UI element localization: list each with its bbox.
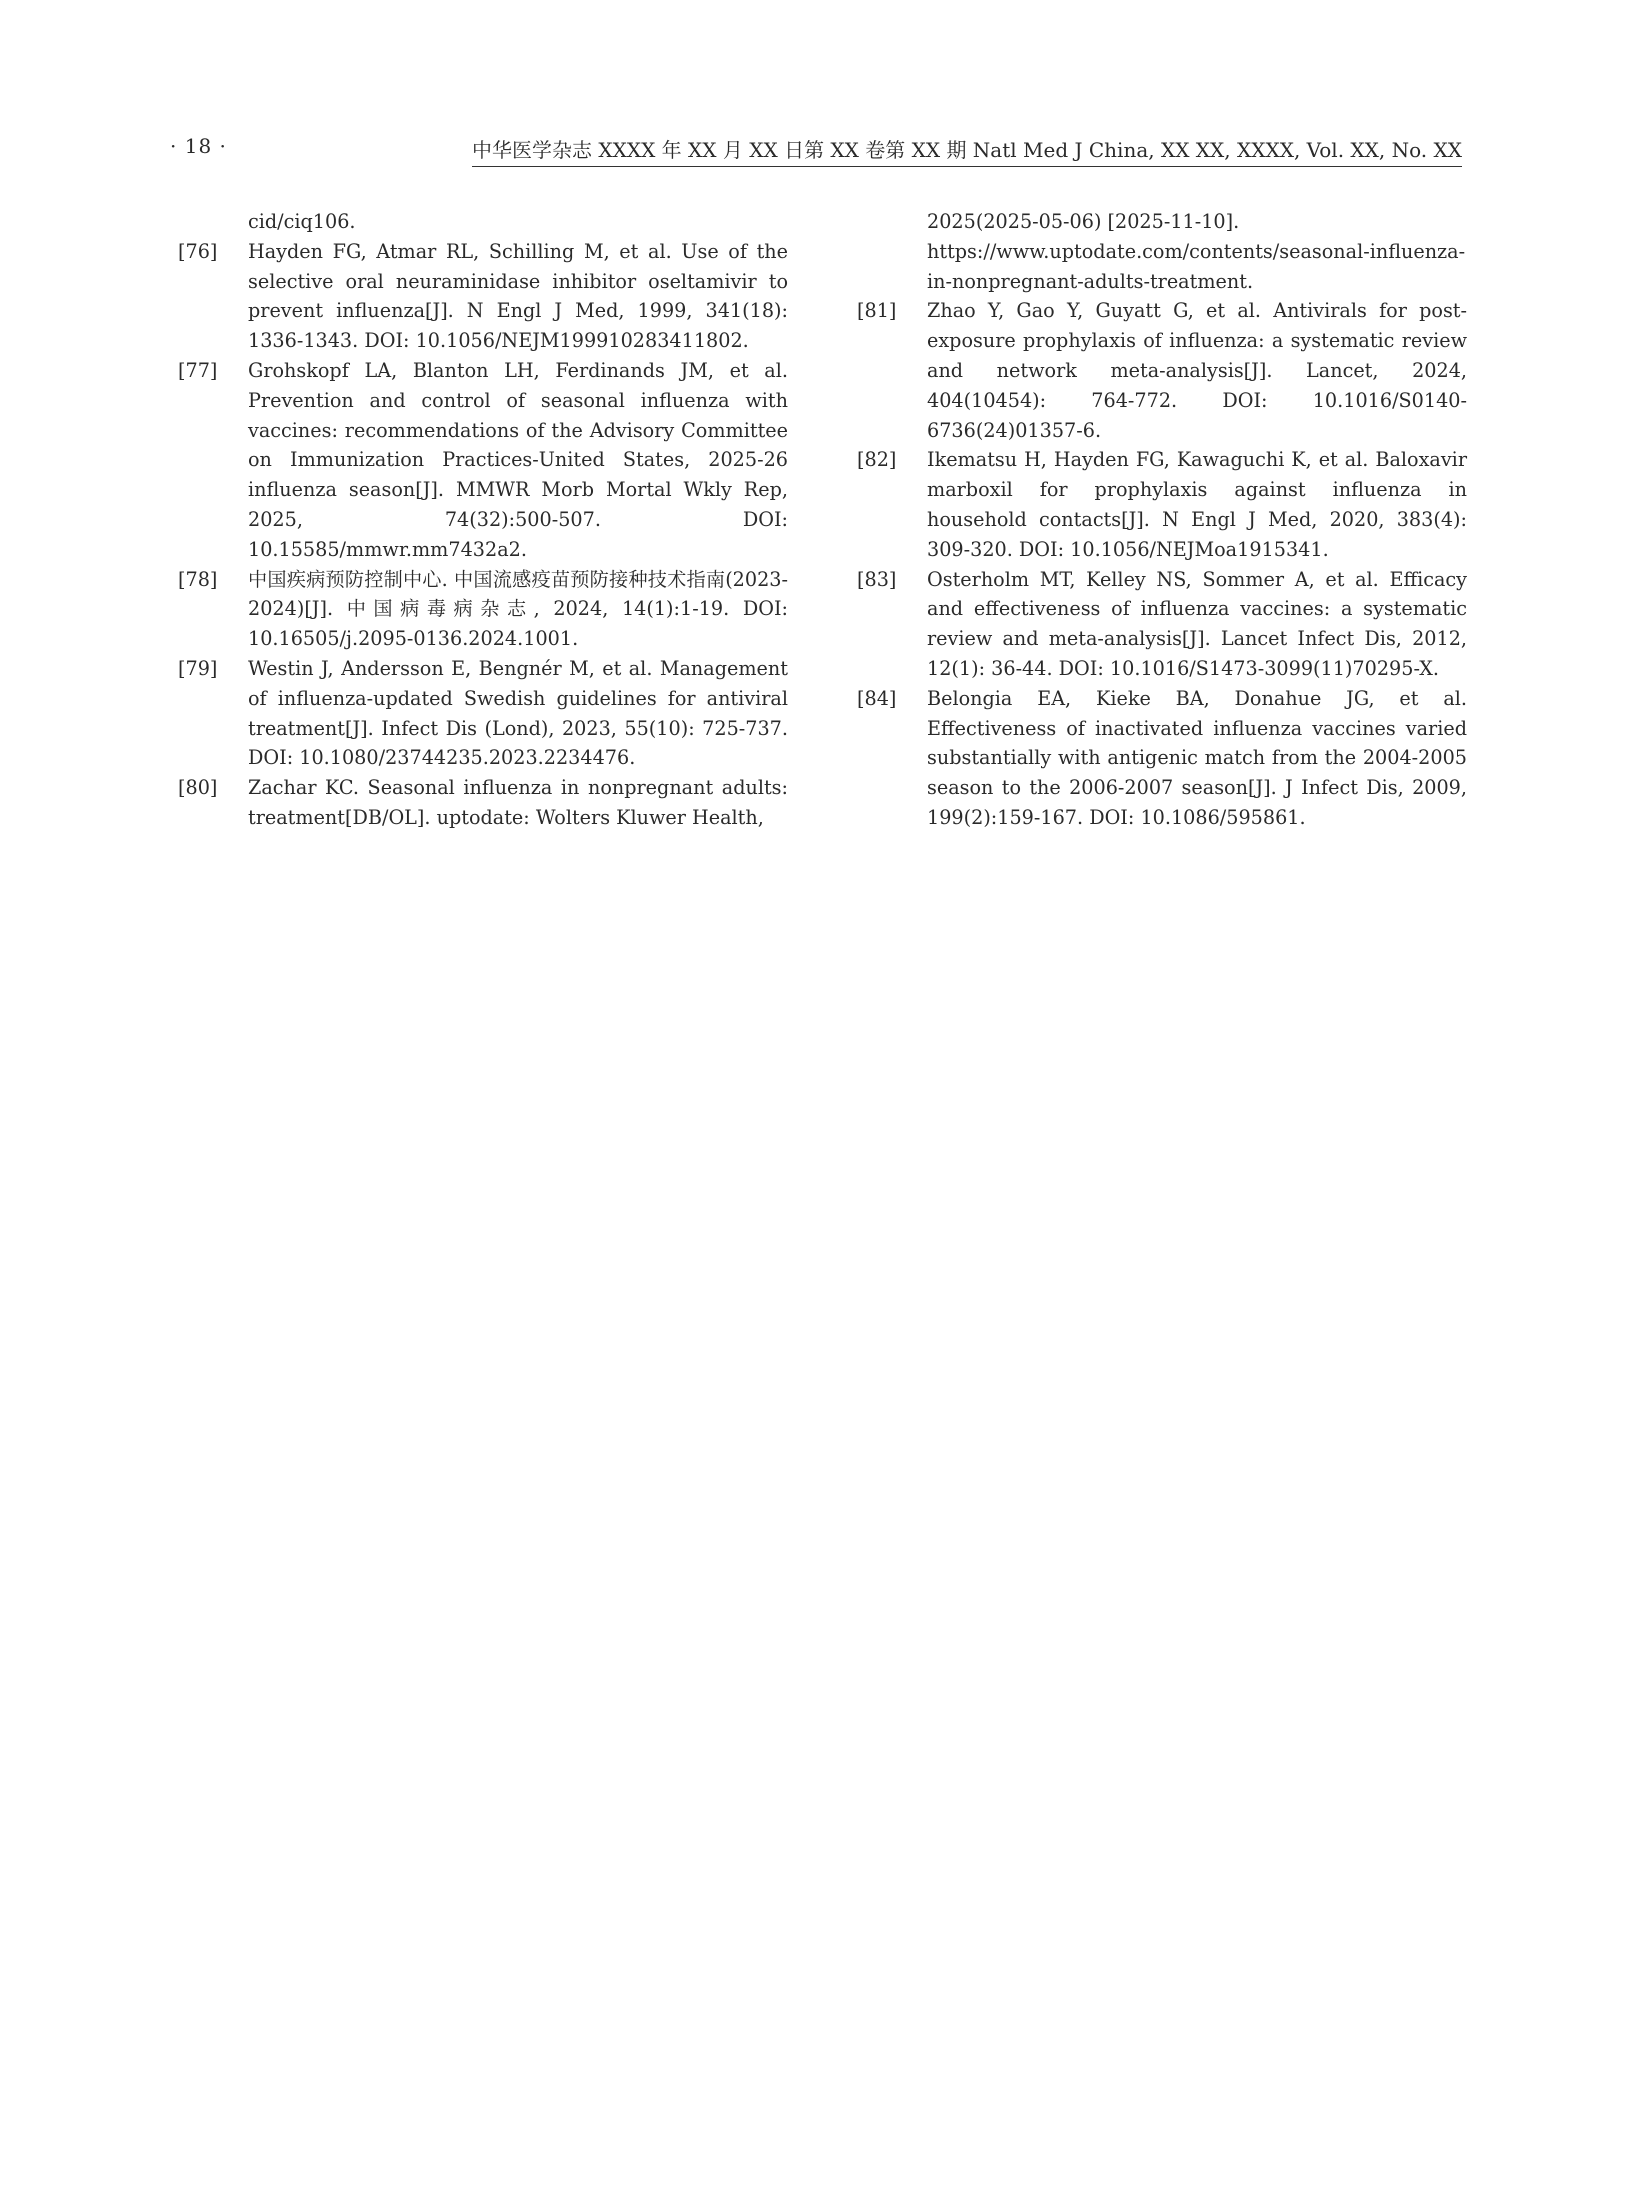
reference-79	[178, 654, 788, 773]
reference-text: Grohskopf LA, Blanton LH, Ferdinands JM, et al. Prevention and control of seasonal influenza with vaccines: recommendations of the Advisory Committee on Immunization Practices-United States, 2025-26 influenza season[J]. MMWR Morb Mortal Wkly Rep, 2025, 74(32):500-507. DOI: 10.15585/mmwr.mm7432a2.	[248, 358, 788, 561]
reference-text: Zachar KC. Seasonal influenza in nonpregnant adults: treatment[DB/OL]. uptodate: Wolters Kluwer Health,	[248, 776, 788, 829]
reference-number: [83]	[857, 567, 897, 591]
reference-number: [78]	[178, 567, 218, 591]
reference-number: [81]	[857, 299, 897, 323]
reference-80	[178, 773, 788, 833]
reference-text: Osterholm MT, Kelley NS, Sommer A, et al. Efficacy and effectiveness of influenza vaccines: a systematic review and meta-analysis[J]. Lancet Infect Dis, 2012, 12(1): 36-44. DOI: 10.1016/S1473-3099(11)70295-X.	[927, 567, 1467, 680]
reference-text: Westin J, Andersson E, Bengnér M, et al. Management of influenza-updated Swedish guidelines for antiviral treatment[J]. Infect Dis (Lond), 2023, 55(10): 725-737. DOI: 10.1080/23744235.2023.2234476.	[248, 656, 788, 770]
reference-text: Belongia EA, Kieke BA, Donahue JG, et al. Effectiveness of inactivated influenza vaccines varied substantially with antigenic match from the 2004-2005 season to the 2006-2007 season[J]. J Infect Dis, 2009, 199(2):159-167. DOI: 10.1086/595861.	[927, 686, 1467, 829]
page-number: · 18 ·	[170, 134, 227, 158]
reference-78	[178, 565, 788, 654]
reference-number: [76]	[178, 239, 218, 263]
reference-77	[178, 356, 788, 565]
reference-text: 中国疾病预防控制中心. 中国流感疫苗预防接种技术指南(2023-2024)[J]. 中国病毒病杂志, 2024, 14(1):1-19. DOI: 10.16505/j.2095-0136.2024.1001.	[248, 567, 788, 651]
reference-82	[857, 445, 1467, 564]
reference-continuation: cid/ciq106.	[248, 210, 356, 233]
reference-number: [80]	[178, 776, 218, 800]
right-column	[857, 207, 1467, 833]
reference-81	[857, 296, 1467, 445]
reference-83	[857, 565, 1467, 684]
reference-text: Hayden FG, Atmar RL, Schilling M, et al. Use of the selective oral neuraminidase inhibitor oseltamivir to prevent influenza[J]. N Engl J Med, 1999, 341(18): 1336-1343. DOI: 10.1056/NEJM199910283411802.	[248, 239, 788, 353]
reference-number: [77]	[178, 358, 218, 382]
reference-number: [82]	[857, 448, 897, 472]
reference-84	[857, 684, 1467, 833]
page-header	[170, 130, 1462, 160]
reference-number: [79]	[178, 656, 218, 680]
left-column	[178, 207, 788, 833]
reference-text: Ikematsu H, Hayden FG, Kawaguchi K, et al. Baloxavir marboxil for prophylaxis against influenza in household contacts[J]. N Engl J Med, 2020, 383(4): 309-320. DOI: 10.1056/NEJMoa1915341.	[927, 448, 1467, 561]
journal-running-head: 中华医学杂志 XXXX 年 XX 月 XX 日第 XX 卷第 XX 期 Natl Med J China, XX XX, XXXX, Vol. XX, No. XX	[472, 134, 1462, 167]
reference-continuation: 2025(2025-05-06) [2025-11-10]. https://www.uptodate.com/contents/seasonal-influenza-in-nonpregnant-adults-treatment.	[927, 210, 1466, 293]
reference-text: Zhao Y, Gao Y, Guyatt G, et al. Antivirals for post-exposure prophylaxis of influenza: a systematic review and network meta-analysis[J]. Lancet, 2024, 404(10454): 764-772. DOI: 10.1016/S0140-6736(24)01357-6.	[927, 299, 1467, 442]
reference-76	[178, 237, 788, 356]
reference-number: [84]	[857, 686, 897, 710]
